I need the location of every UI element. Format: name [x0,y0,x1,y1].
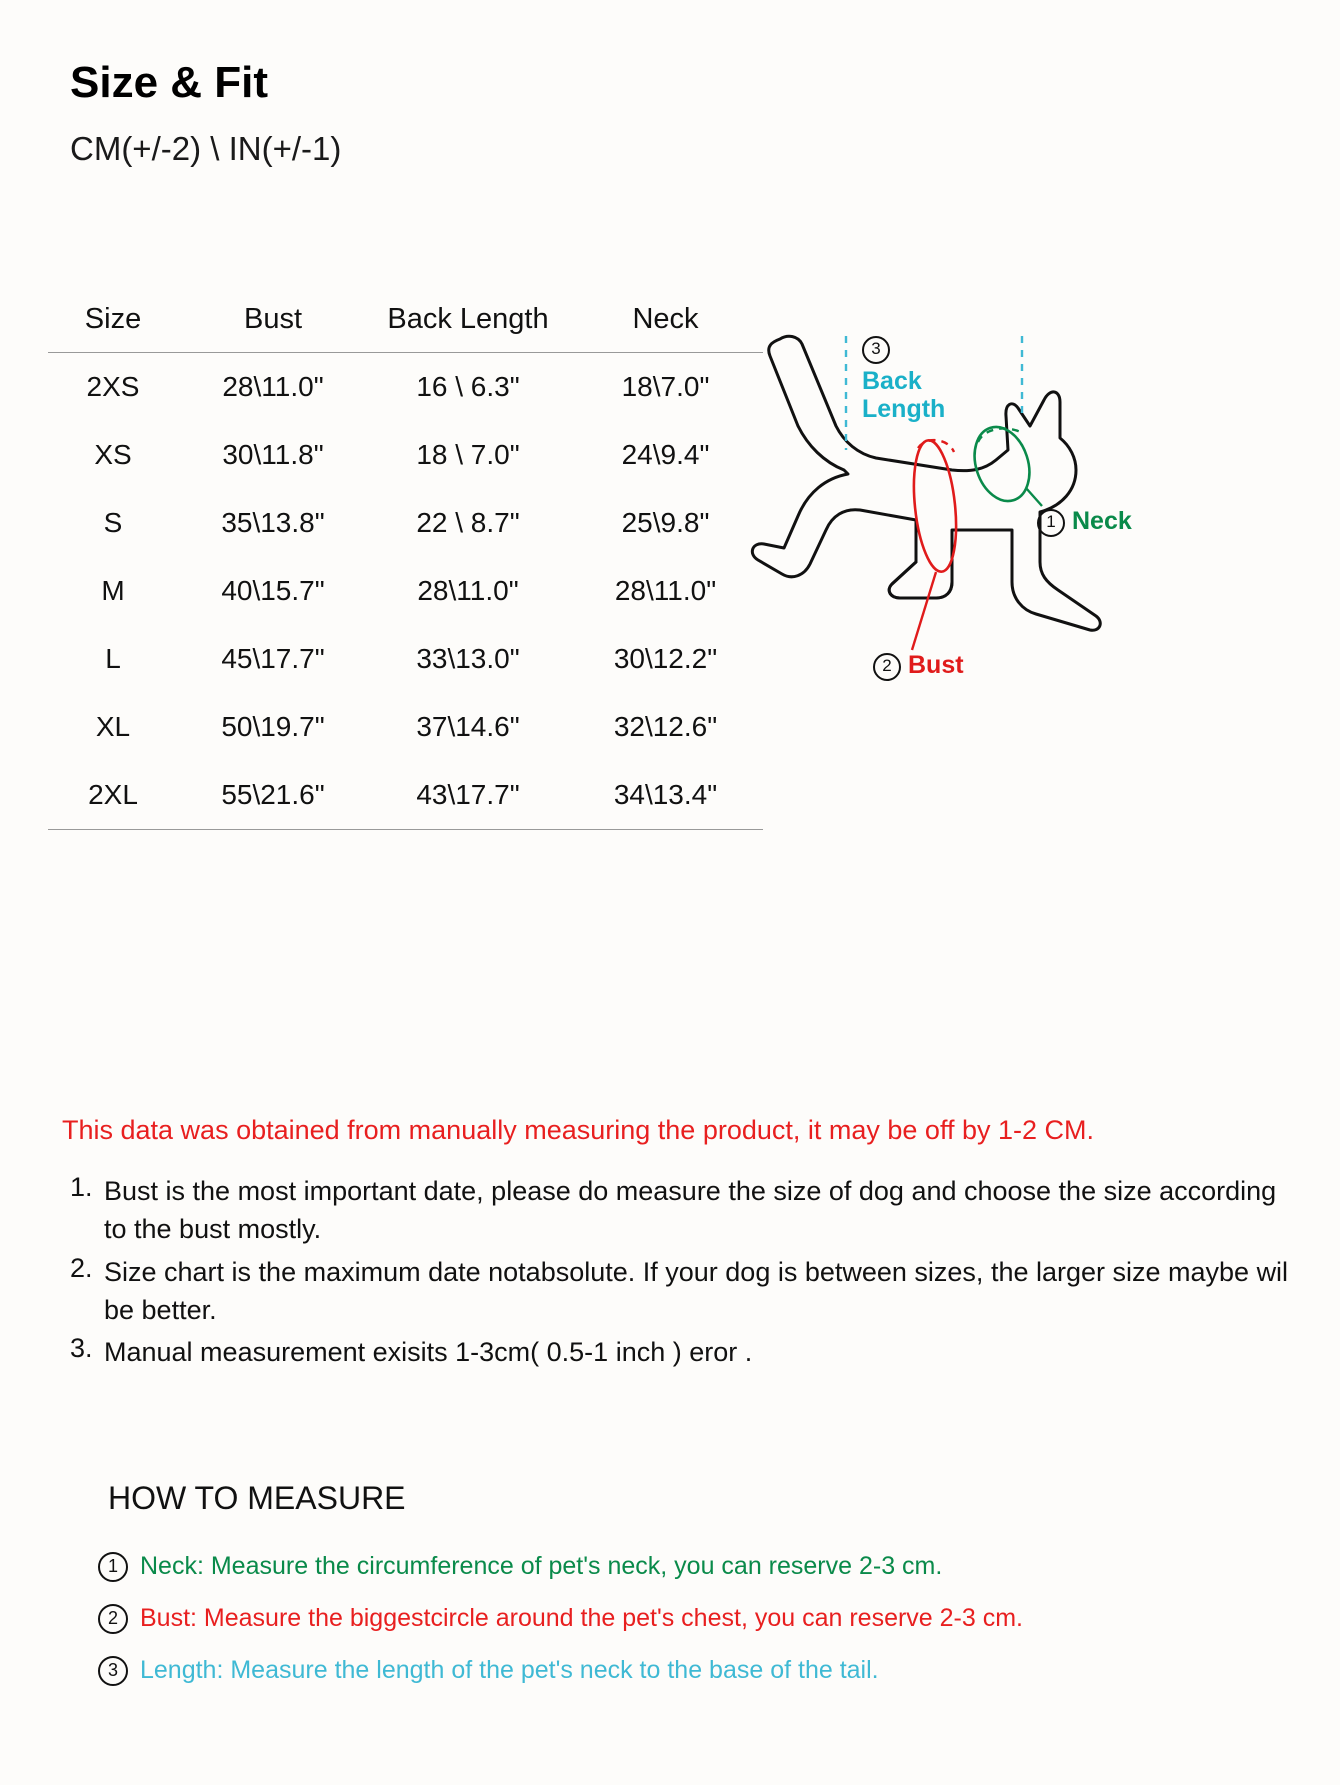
note-number: 1. [70,1172,93,1202]
note-text: Manual measurement exisits 1-3cm( 0.5-1 inch ) eror . [104,1337,753,1368]
circled-number-3: 3 [98,1656,128,1686]
table-row [48,761,763,830]
note-text: Bust is the most important date, please do measure the size of dog and choose the size according to the bust mostly. [104,1176,1277,1245]
cell-neck: 18\7.0" [621,371,710,402]
size-table [48,295,763,830]
cell-bust: 45\17.7" [221,643,325,674]
note-item [70,1172,1290,1249]
neck-measure-ellipse [966,420,1039,508]
circled-number-1: 1 [98,1552,128,1582]
neck-label-text: Neck [1072,507,1132,535]
cell-back-length: 33\13.0" [416,643,520,674]
neck-label [1037,508,1132,537]
cell-neck: 25\9.8" [621,507,710,538]
cell-bust: 50\19.7" [221,711,325,742]
measure-item-length [98,1656,1298,1686]
circled-number-2: 2 [873,653,901,681]
bust-label-text: Bust [908,651,964,679]
table-row [48,489,763,557]
column-header-size: Size [84,303,142,335]
cell-neck: 30\12.2" [613,643,718,674]
cell-neck: 28\11.0" [614,575,717,606]
measure-item-bust [98,1604,1298,1634]
page-title: Size & Fit [70,58,269,107]
measure-number [98,1552,140,1582]
cell-size: M [101,575,125,606]
bust-label [873,652,964,681]
column-header-back-length: Back Length [387,303,549,335]
circled-number-3: 3 [862,336,890,364]
cell-bust: 28\11.0" [222,371,324,402]
cell-size: 2XS [86,371,140,402]
cell-back-length: 16 \ 6.3" [416,371,520,402]
size-table-wrapper [48,295,768,830]
cell-back-length: 37\14.6" [416,711,520,742]
cell-neck: 34\13.4" [613,779,718,810]
back-length-number [862,335,897,364]
table-head [48,295,763,353]
note-item [70,1333,1290,1371]
cell-size: L [105,643,121,674]
cell-bust: 40\15.7" [221,575,325,606]
column-header-neck: Neck [632,303,699,335]
page-subtitle: CM(+/-2) \ IN(+/-1) [70,130,342,167]
cell-size: XL [95,711,131,742]
table-row [48,693,763,761]
table-row [48,557,763,625]
back-length-line-1: Back [862,367,922,395]
cell-bust: 35\13.8" [221,507,325,538]
cell-bust: 30\11.8" [222,439,324,470]
table-header-row [48,295,763,353]
table-row [48,625,763,693]
measure-number [98,1656,140,1686]
cell-back-length: 28\11.0" [417,575,519,606]
cell-size: 2XL [88,779,138,810]
back-length-line-2: Length [862,394,946,423]
measure-item-neck [98,1552,1298,1582]
measure-text-bust: Bust: Measure the biggestcircle around the pet's chest, you can reserve 2-3 cm. [140,1604,1023,1632]
cell-back-length: 18 \ 7.0" [416,439,520,470]
table-body [48,353,763,830]
cell-neck: 24\9.4" [621,439,710,470]
back-length-label [862,368,945,423]
cell-size: S [103,507,123,538]
how-to-measure-title: HOW TO MEASURE [108,1480,406,1516]
note-number: 2. [70,1252,93,1283]
cell-back-length: 22 \ 8.7" [416,507,520,538]
measure-text-neck: Neck: Measure the circumference of pet's neck, you can reserve 2-3 cm. [140,1552,943,1580]
table-row [48,353,763,422]
cell-neck: 32\12.6" [613,711,718,742]
measure-number [98,1604,140,1634]
column-header-bust: Bust [243,303,303,335]
note-text: Size chart is the maximum date notabsolute. If your dog is between sizes, the larger size maybe wil be better. [104,1256,1289,1325]
note-item [70,1253,1290,1330]
cell-bust: 55\21.6" [221,779,325,810]
cell-back-length: 43\17.7" [416,779,520,810]
notes-list [70,1172,1290,1376]
measurement-warning: This data was obtained from manually measuring the product, it may be off by 1-2 CM. [62,1115,1094,1145]
measurement-diagram [740,330,1170,710]
note-number: 3. [70,1333,93,1364]
cell-size: XS [94,439,132,470]
how-to-measure-list [98,1552,1298,1708]
circled-number-1: 1 [1037,509,1065,537]
circled-number-2: 2 [98,1604,128,1634]
measure-text-length: Length: Measure the length of the pet's neck to the base of the tail. [140,1656,879,1684]
table-row [48,421,763,489]
